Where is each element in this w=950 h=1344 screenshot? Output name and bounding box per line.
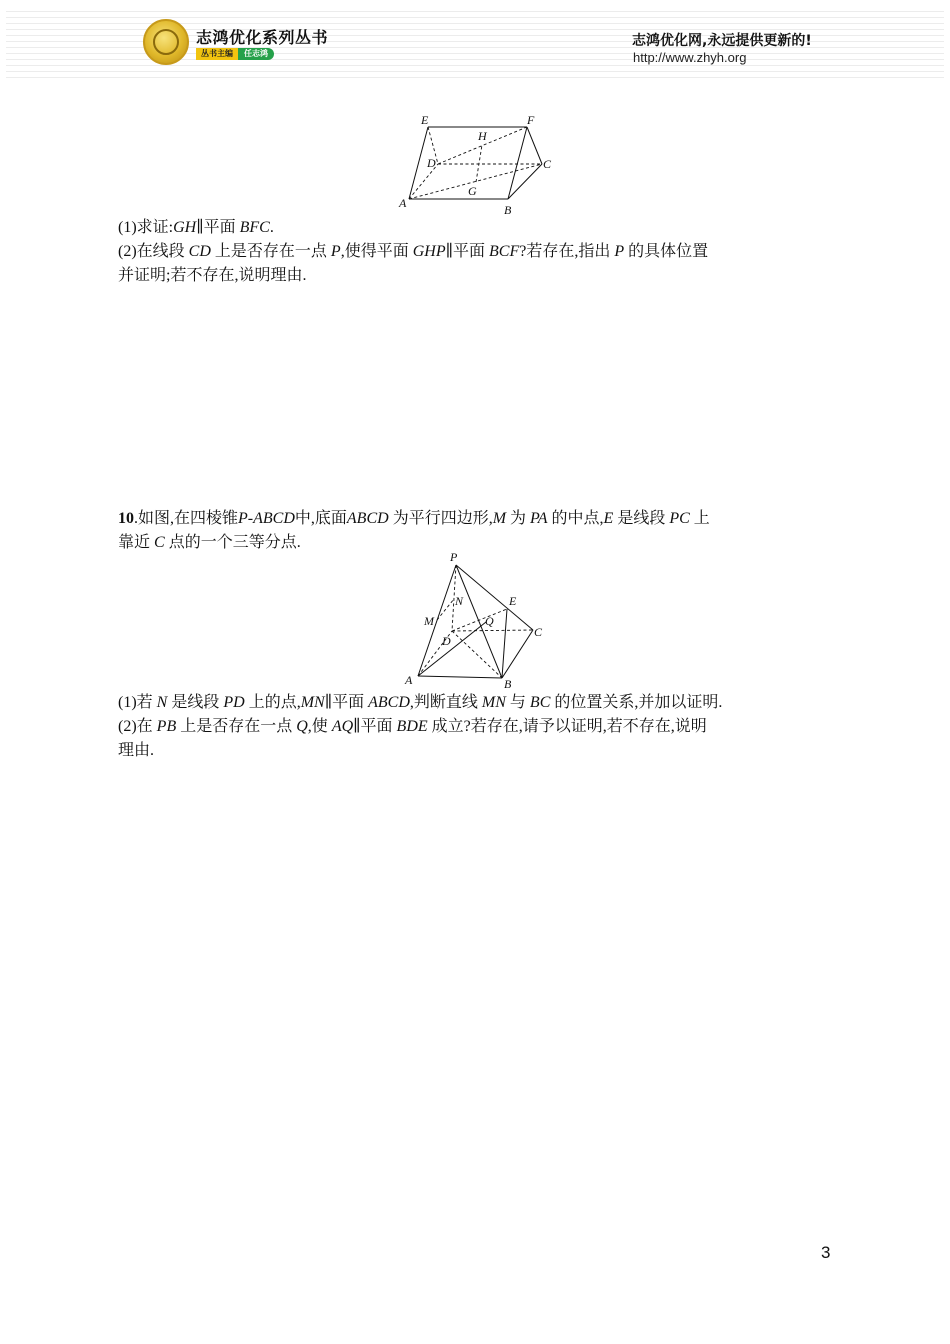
label-B: B [504, 203, 512, 217]
p10-q1: (1)若 N 是线段 PD 上的点,MN∥平面 ABCD,判断直线 MN 与 BC 的位置关系,并加以证明. [118, 694, 723, 711]
edge-PC [456, 565, 533, 630]
prism-figure [396, 110, 556, 220]
header-url[interactable]: http://www.zhyh.org [633, 50, 747, 65]
p10-stem-line2: 靠近 C 点的一个三等分点. [118, 534, 301, 551]
editor-name: 任志鸿 [238, 48, 274, 60]
p10-stem-line1: 10.如图,在四棱锥P-ABCD中,底面ABCD 为平行四边形,M 为 PA 的中点,E 是线段 PC 上 [118, 510, 710, 527]
label-D: D [442, 634, 451, 648]
page-number: 3 [821, 1243, 831, 1262]
label-B: B [504, 677, 512, 691]
editor-label: 丛书主编 [196, 48, 238, 60]
brand-title: 志鸿优化系列丛书 [196, 28, 329, 47]
p9-q1: (1)求证:GH∥平面 BFC. [118, 219, 274, 236]
label-Q: Q [485, 614, 494, 628]
label-A: A [405, 673, 413, 687]
problem-number: 10 [118, 510, 134, 527]
pyramid-figure [400, 549, 550, 691]
edge-PB [456, 565, 502, 678]
label-P: P [450, 550, 458, 564]
edge-AQ [418, 622, 486, 676]
header-slogan: 志鸿优化网,永远提供更新的! [632, 33, 812, 49]
edge-FB [508, 127, 527, 199]
label-F: F [527, 113, 535, 127]
label-E: E [509, 594, 517, 608]
brand-logo-icon [143, 19, 189, 65]
label-C: C [534, 625, 543, 639]
edge-BE [502, 609, 507, 678]
label-C: C [543, 157, 552, 171]
label-D: D [427, 156, 436, 170]
label-H: H [478, 129, 487, 143]
p9-q2-line1: (2)在线段 CD 上是否存在一点 P,使得平面 GHP∥平面 BCF?若存在,指出 P 的具体位置 [118, 243, 709, 260]
edge-AB [418, 676, 502, 678]
p9-q2-line2: 并证明;若不存在,说明理由. [118, 267, 307, 284]
segment-MN [437, 599, 454, 620]
segment-GH [476, 145, 482, 182]
label-N: N [455, 594, 464, 608]
edge-BC [502, 630, 533, 678]
edge-FC [527, 127, 542, 164]
label-M: M [424, 614, 434, 628]
edge-DC [452, 630, 533, 631]
p10-q2-line2: 理由. [118, 742, 155, 759]
label-E: E [421, 113, 429, 127]
edge-AE [409, 127, 428, 199]
p10-q2-line1: (2)在 PB 上是否存在一点 Q,使 AQ∥平面 BDE 成立?若存在,请予以证明,若不存在,说明 [118, 718, 707, 735]
label-A: A [399, 196, 407, 210]
edge-DB [452, 631, 502, 678]
label-G: G [468, 184, 477, 198]
editor-badge [196, 48, 274, 60]
